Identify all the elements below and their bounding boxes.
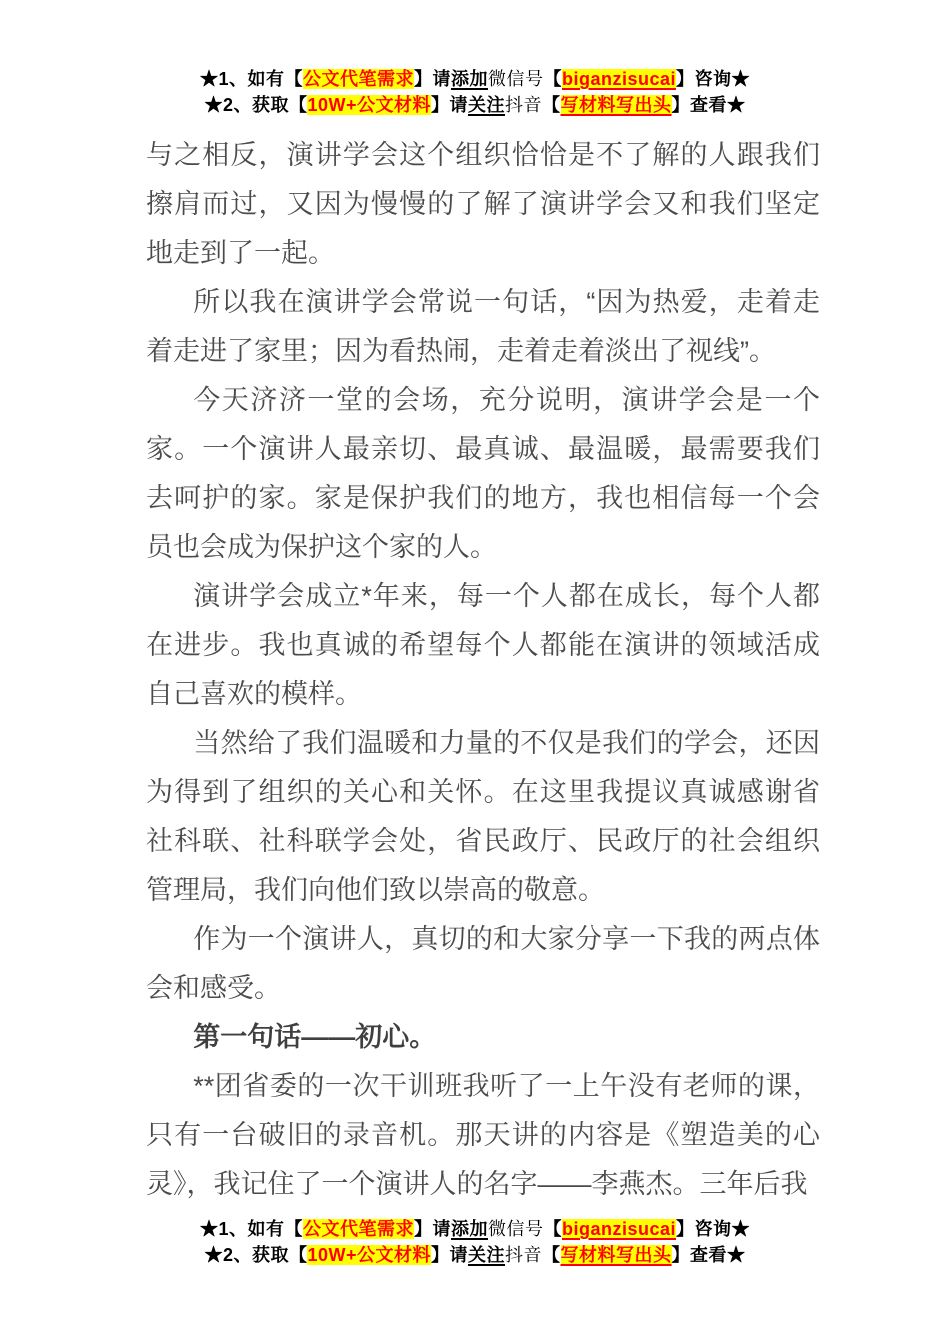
promo2-prefix: ★2、获取【	[204, 95, 308, 115]
paragraph-continuation: 与之相反，演讲学会这个组织恰恰是不了解的人跟我们擦肩而过，又因为慢慢的了解了演讲学会又和我们坚定地走到了一起。	[146, 140, 820, 268]
promo1-prefix: ★1、如有【	[199, 1219, 303, 1239]
header-promo-line-2	[0, 92, 950, 118]
promo1-mid: 】请	[413, 69, 451, 89]
footer-promo-line-1	[0, 1216, 950, 1242]
wechat-id: biganzisucai	[561, 1219, 677, 1239]
promo1-action-underlined: 添加	[450, 69, 488, 89]
promo1-action-underlined: 添加	[450, 1219, 488, 1239]
promo1-suffix: 】咨询★	[676, 69, 751, 89]
promo2-suffix: 】查看★	[671, 1245, 746, 1265]
paragraph: 作为一个演讲人，真切的和大家分享一下我的两点体会和感受。	[146, 924, 820, 1003]
paragraph: **团省委的一次干训班我听了一上午没有老师的课，只有一台破旧的录音机。那天讲的内容是《塑造美的心灵》，我记住了一个演讲人的名字——李燕杰。三年后我	[146, 1071, 820, 1199]
promo2-material-highlight: 10W+公文材料	[307, 1245, 432, 1265]
promo2-action-underlined: 关注	[468, 95, 506, 115]
promo2-mid: 】请	[431, 95, 469, 115]
paragraph: 所以我在演讲学会常说一句话，“因为热爱，走着走着走进了家里；因为看热闹，走着走着淡出了视线”。	[146, 287, 820, 366]
paragraph: 演讲学会成立*年来，每一个人都在成长，每个人都在进步。我也真诚的希望每个人都能在演讲的领域活成自己喜欢的模样。	[146, 581, 820, 709]
promo2-platform-label: 抖音	[505, 1245, 543, 1265]
promo2-platform-label: 抖音	[505, 95, 543, 115]
promo2-suffix: 】查看★	[671, 95, 746, 115]
header-promo-banner	[0, 0, 950, 118]
promo1-service-highlight: 公文代笔需求	[302, 69, 414, 89]
promo2-prefix: ★2、获取【	[204, 1245, 308, 1265]
document-body	[146, 131, 820, 1209]
header-promo-line-1	[0, 66, 950, 92]
douyin-handle: 写材料写出头	[560, 1245, 672, 1265]
promo2-material-highlight: 10W+公文材料	[307, 95, 432, 115]
wechat-id: biganzisucai	[561, 69, 677, 89]
promo1-mid: 】请	[413, 1219, 451, 1239]
promo1-platform-label: 微信号	[487, 69, 544, 89]
footer-promo-banner	[0, 1216, 950, 1268]
promo1-service-highlight: 公文代笔需求	[302, 1219, 414, 1239]
douyin-handle: 写材料写出头	[560, 95, 672, 115]
paragraph: 今天济济一堂的会场，充分说明，演讲学会是一个家。一个演讲人最亲切、最真诚、最温暖，最需要我们去呵护的家。家是保护我们的地方，我也相信每一个会员也会成为保护这个家的人。	[146, 385, 820, 562]
promo2-open-bracket: 【	[542, 95, 561, 115]
promo2-mid: 】请	[431, 1245, 469, 1265]
promo1-open-bracket: 【	[543, 69, 562, 89]
promo1-platform-label: 微信号	[487, 1219, 544, 1239]
promo2-action-underlined: 关注	[468, 1245, 506, 1265]
footer-promo-line-2	[0, 1242, 950, 1268]
section-heading-first-point: 第一句话——初心。	[193, 1022, 437, 1052]
promo1-open-bracket: 【	[543, 1219, 562, 1239]
promo1-prefix: ★1、如有【	[199, 69, 303, 89]
promo2-open-bracket: 【	[542, 1245, 561, 1265]
paragraph: 当然给了我们温暖和力量的不仅是我们的学会，还因为得到了组织的关心和关怀。在这里我提议真诚感谢省社科联、社科联学会处，省民政厅、民政厅的社会组织管理局，我们向他们致以崇高的敬意。	[146, 728, 820, 905]
promo1-suffix: 】咨询★	[676, 1219, 751, 1239]
